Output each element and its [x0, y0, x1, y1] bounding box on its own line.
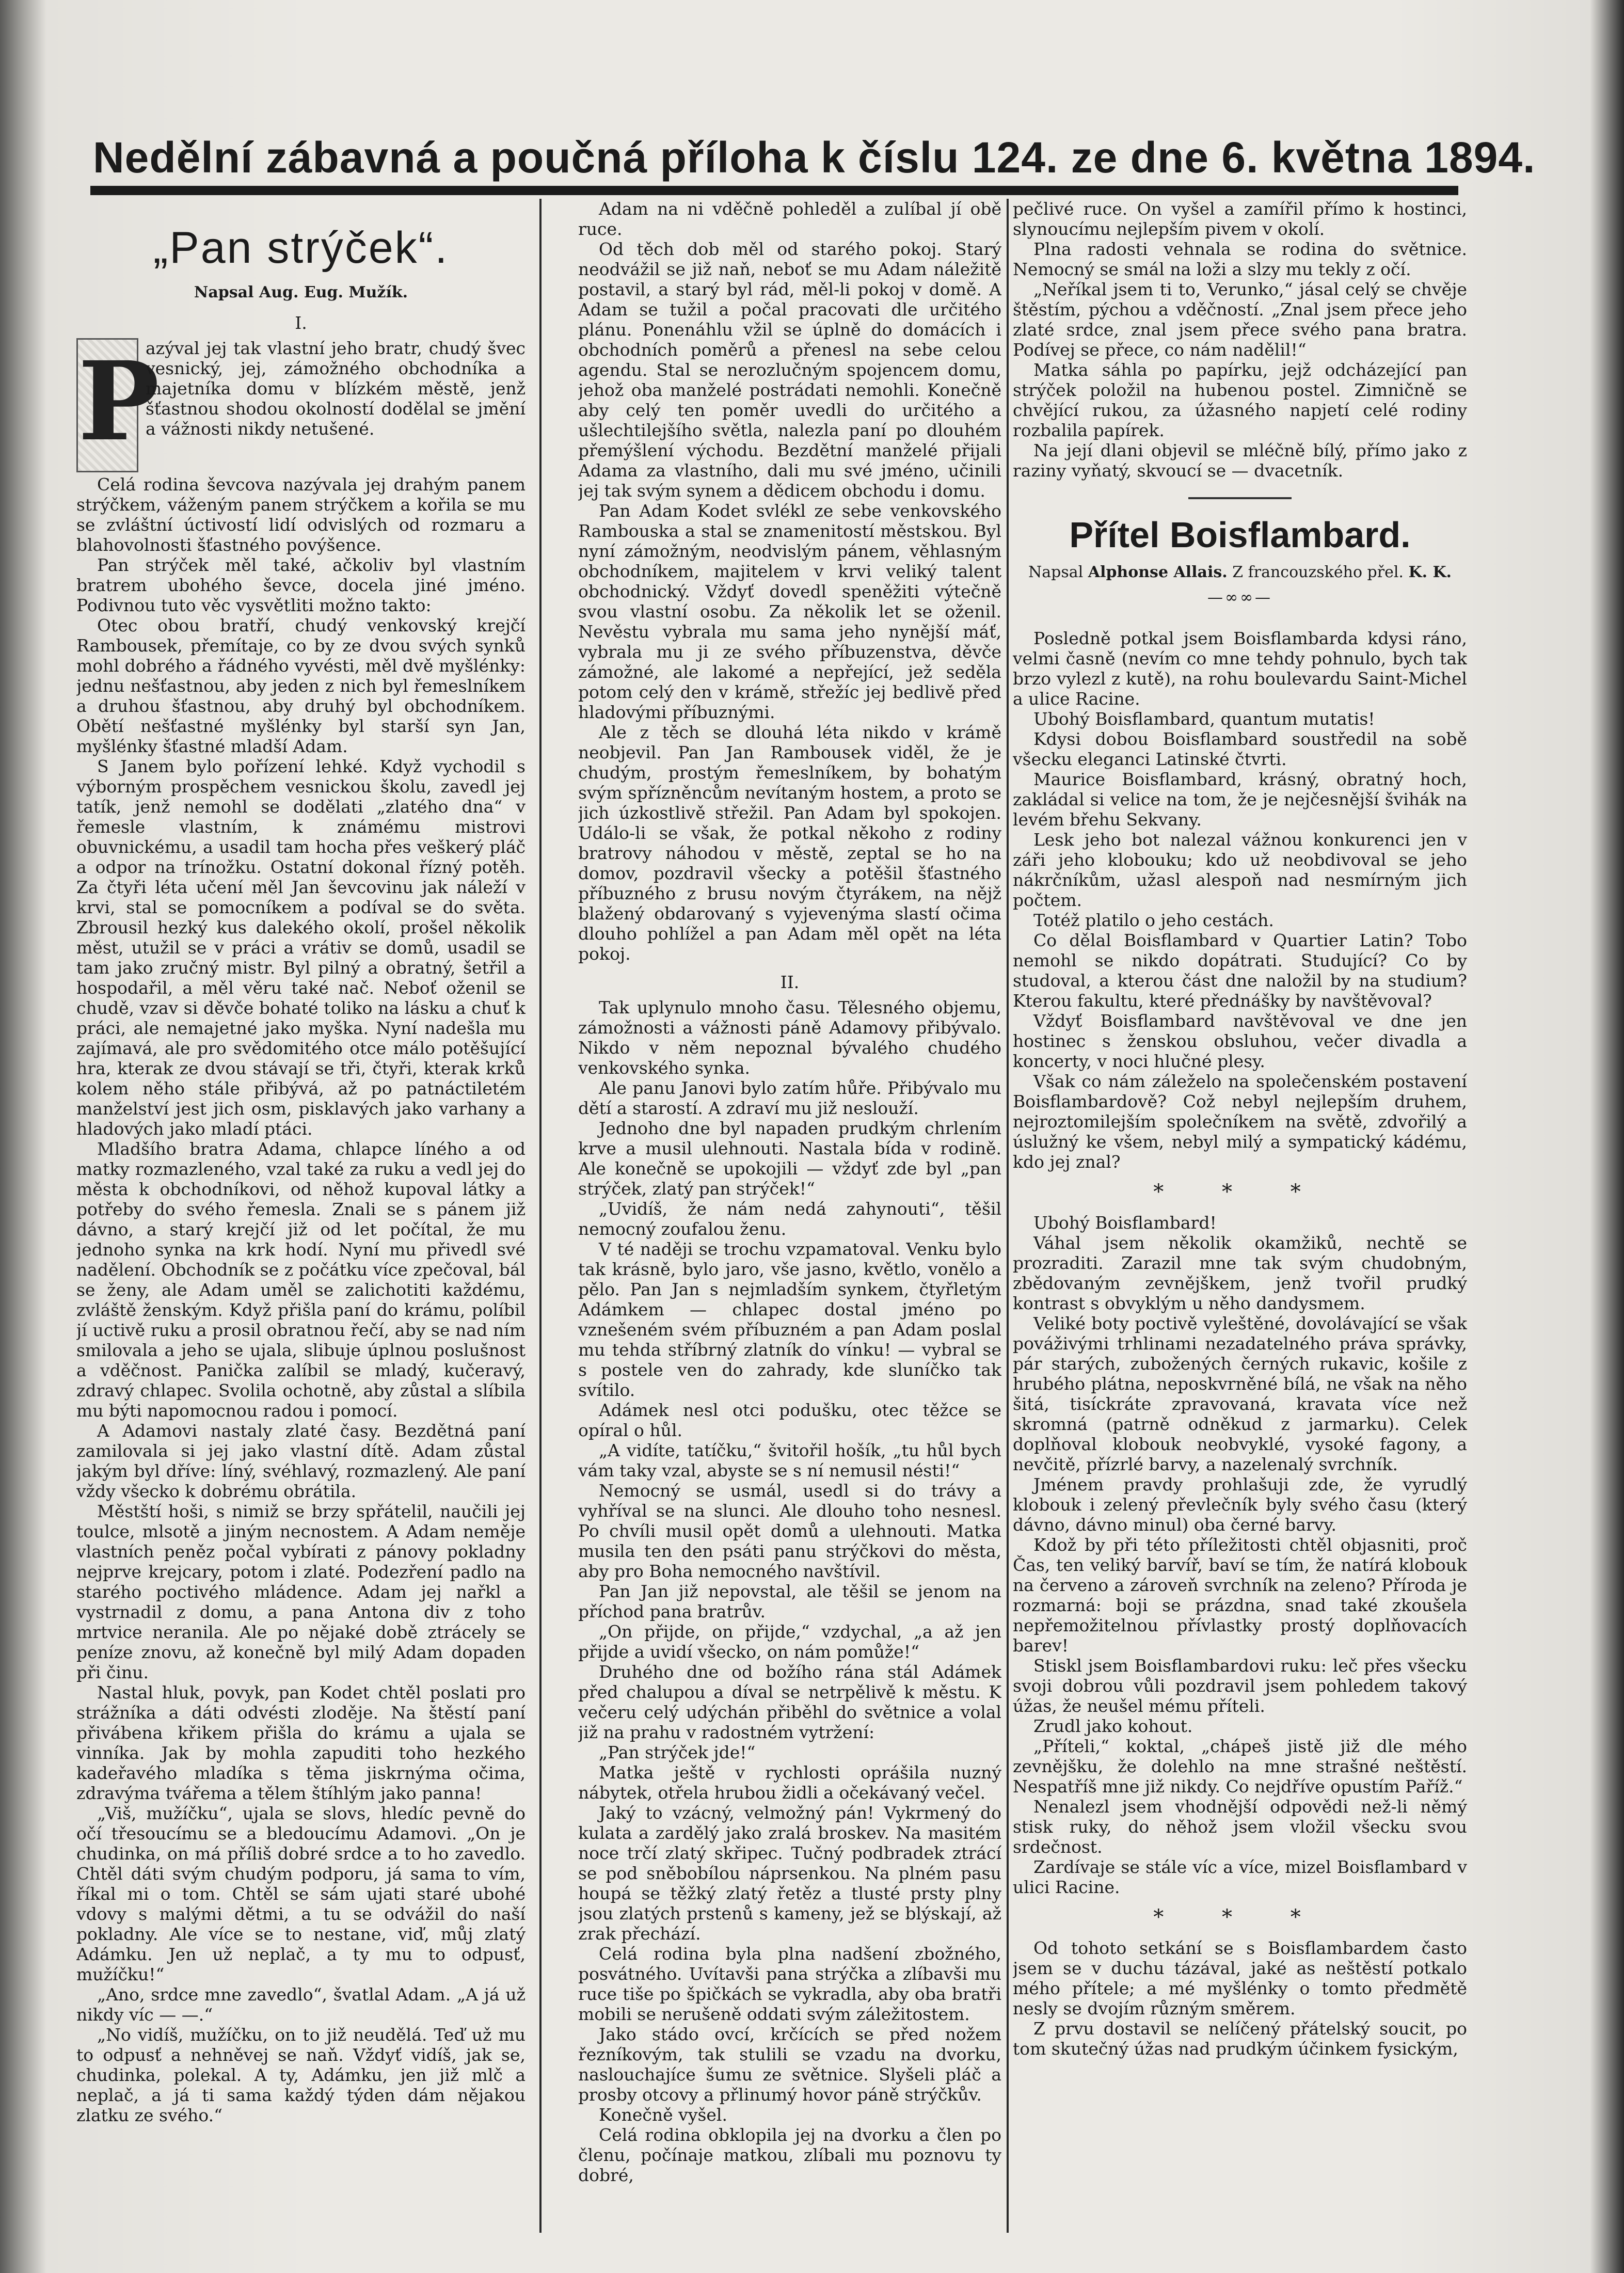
byline-lead: Napsal [1028, 563, 1084, 581]
paragraph: Co dělal Boisflambard v Quartier Latin? Tobo nemohl se nikdo dopátrati. Studující? Co by studoval, a kterou část dne naložil by na studium? Kterou fakultu, které přednášky by navštěvoval? [1013, 930, 1467, 1011]
paragraph: Pan Jan již nepovstal, ale těšil se jenom na příchod pana bratrův. [578, 1581, 1001, 1622]
paragraph: Celá rodina byla plna nadšení zbožného, posvátného. Uvítavši pana strýčka a zlíbavši mu ruce tiše po špičkách se vykradla, aby oba bratři mobili se nerušeně oddati svým záležitostem. [578, 1944, 1001, 2024]
story2-title: Přítel Boisflambard. [1069, 515, 1411, 555]
paragraph: Tak uplynulo mnoho času. Tělesného objemu, zámožnosti a vážnosti páně Adamovy přibývalo. Nikdo v něm nepoznal bývalého chudého venkovského synka. [578, 997, 1001, 1078]
paragraph: Ubohý Boisflambard, quantum mutatis! [1033, 709, 1375, 729]
paragraph: Zrudl jako kohout. [1033, 1716, 1193, 1736]
chapter-heading: I. [295, 313, 307, 333]
paragraph: V té naději se trochu vzpamatoval. Venku bylo tak krásně, bylo jaro, vše jasno, květlo, vonělo a pělo. Pan Jan s nejmladším synkem, čtyřletým Adámkem — chlapec dostal jméno po vznešeném svém příbuzném a pan Adam poslal mu tehda stříbrný zlatník do vínku! — vybral se s postele ven do zahrady, kde sluníčko tak svítilo. [578, 1239, 1001, 1400]
paragraph: Veliké boty poctivě vyleštěné, dovolávající se však pováživými trhlinami nezadatelného práva správky, pár starých, zubožených černých rukavic, košile z hrubého plátna, neposkvrněné bílá, ne však na něho šitá, tisíckráte zpravovaná, kravata více než skromná (patrně odněkud z jarmarku). Celek doplňoval klobouk neobvyklé, vysoké fagony, a nevčitě, přízrlé barvy, a nazelenalý svrchník. [1013, 1313, 1467, 1474]
paragraph: Pan Adam Kodet svlékl ze sebe venkovského Rambouska a stal se znamenitostí městskou. Byl nyní zámožným, neodvislým pánem, věhlasným obchodníkem, majitelem v krvi veliký talent obchodnický. Vždyť dovedl speněžiti výtečně svou vlastní osobu. Za několik let se oženil. Nevěstu vybrala mu sama jeho nynější máť, vybrala mu ji ze svého příbuzenstva, děvče zámožné, ale lakomé a nepřející, jež seděla potom celý den v krámě, střežíc jej bedlivě před hladovými příbuznými. [578, 501, 1001, 722]
paragraph: „A vidíte, tatíčku,“ švitořil hošík, „tu hůl bych vám taky vzal, abyste se s ní nemusil nésti!“ [578, 1440, 1001, 1481]
paragraph: Matka ještě v rychlosti oprášila nuzný nábytek, otřela hrubou židli a očekávaný večel. [578, 1762, 1001, 1803]
paragraph: S Janem bylo pořízení lehké. Když vychodil s výborným prospěchem vesnickou školu, zavedl jej tatík, jenž nemohl se dodělati „zlatého dna“ v řemesle vlastním, k známému mistrovi obuvnickému, a usadil tam hocha přes veškerý pláč a odpor na trínožku. Ostatní dokonal řízný potěh. Za čtyři léta učení měl Jan ševcovinu jak náleží v krvi, stal se pomocníkem a podíval se do světa. Zbrousil hezký kus dalekého okolí, prošel několik měst, utužil se v práci a vrátiv se domů, usadil se tam jako zručný mistr. Byl pilný a obratný, šetřil a hospodařil, a měl věru také nač. Neboť oženil se chudě, vzav si děvče bohaté toliko na lásku a chuť k práci, ale nemajetné jako myška. Nyní nadešla mu zajímavá, ale pro svědomitého otce málo potěšující hra, kterak ze dvou stávají se tři, čtyři, kterak krků kolem něho stále přibývá, až po patnáctiletém manželství jest jich osm, pisklavých jako varhany a hladových jako mladí ptáci. [76, 756, 526, 1139]
paragraph: „Příteli,“ koktal, „chápeš jistě již dle mého zevnějšku, že dolehlo na mne strašné neštěstí. Nespatříš mne již nikdy. Co nejdříve opustím Paříž.“ [1013, 1736, 1467, 1797]
story2-byline [1013, 562, 1467, 582]
paragraph: Ubohý Boisflambard! [1033, 1213, 1217, 1233]
paragraph: Od tohoto setkání se s Boisflambardem často jsem se v duchu tázával, jaké as neštěstí potkalo mého přítele; a mé myšlénky o tomto předmětě nesly se dvojím různým směrem. [1013, 1938, 1467, 2018]
paragraph: Adam na ni vděčně pohleděl a zulíbal jí obě ruce. [578, 199, 1001, 239]
paragraph: Celá rodina obklopila jej na dvorku a člen po členu, počínaje matkou, zlíbali mu poznovu ty dobré, [578, 2125, 1001, 2185]
paragraph: Zardívaje se stále víc a více, mizel Boisflambard v ulici Racine. [1013, 1857, 1467, 1897]
column-3 [1013, 199, 1467, 2233]
byline-translator: K. K. [1408, 563, 1452, 581]
paragraph: Maurice Boisflambard, krásný, obratný hoch, zakládal si velice na tom, že je nejčesnější švihák na levém břehu Sekvany. [1013, 769, 1467, 830]
paragraph: Jako stádo ovcí, krčících se před nožem řezníkovým, tak stulili se vzadu na dvorku, naslouchajíce šumu ze světnice. Slyšeli pláč a prosby otcovy a přlinumý hovor páně strýčkův. [578, 2024, 1001, 2105]
paragraph: Vždyť Boisflambard navštěvoval ve dne jen hostinec s ženskou obsluhou, večer divadla a koncerty, v noci hlučné plesy. [1013, 1011, 1467, 1071]
paragraph: „Ano, srdce mne zavedlo“, švatlal Adam. „A já už nikdy víc — —.“ [76, 1984, 526, 2025]
paragraph: „Pan strýček jde!“ [599, 1742, 756, 1762]
paragraph: Však co nám záleželo na společenském postavení Boisflambardově? Což nebyl nejlepším druhem, nejroztomilejším společníkem na světě, zdvořilý a úslužný ke všem, nebyl milý a sympatický kádému, kdo jej znal? [1013, 1071, 1467, 1172]
paragraph: Z prvu dostavil se nelíčený přátelský soucit, po tom skutečný úžas nad prudkým účinkem fysickým, [1013, 2018, 1467, 2059]
paragraph: „No vidíš, mužíčku, on to již neudělá. Teď už mu to odpusť a nehněvej se naň. Vždyť vidíš, jak se, chudinka, polekal. A ty, Adámku, jen již mlč a neplač, a já ti sama každý týden dám nějakou zlatku ze svého.“ [76, 2025, 526, 2125]
column-2 [578, 199, 1001, 2233]
paragraph: Ale panu Janovi bylo zatím hůře. Přibývalo mu dětí a starostí. A zdraví mu již neslouží. [578, 1078, 1001, 1118]
paragraph: Kdož by při této příležitosti chtěl objasniti, proč Čas, ten veliký barvíř, baví se tím, že natírá klobouk na červeno a zároveň svrchník na zeleno? Příroda je rozmarná: boji se prázdna, snad také zkoušela nepřemožitelnou přívlastky prostý doplňovacích barev! [1013, 1535, 1467, 1656]
story-byline: Napsal Aug. Eug. Mužík. [194, 283, 408, 301]
paragraph: Mladšího bratra Adama, chlapce líného a od matky rozmazleného, vzal také za ruku a vedl jej do města k obchodníkovi, od něhož kupoval látky a potřeby do svého řemesla. Znali se s pánem již dávno, a starý krejčí již od let počítal, že mu jednoho synka na krk hodí. Nyní mu přivedl své nadělení. Obchodník se z počátku více zpečoval, bál se ženy, ale Adam uměl se zalichotiti každému, zvláště ženským. Když přišla paní do krámu, políbil jí uctivě ruku a prosil obratnou řečí, aby se nad ním smilovala a jeho se ujala, slibuje úplnou poslušnost a vděčnost. Panička zalíbil se mladý, kučeravý, zdravý chlapec. Svolila ochotně, aby zůstal a slíbila mu býti napomocnou radou i pomocí. [76, 1139, 526, 1421]
paragraph: „Uvidíš, že nám nedá zahynouti“, těšil nemocný zoufalou ženu. [578, 1199, 1001, 1239]
paragraph: Pan strýček měl také, ačkoliv byl vlastním bratrem ubohého ševce, docela jiné jméno. Podivnou tuto věc vysvětliti možno takto: [76, 555, 526, 615]
paragraph: Váhal jsem několik okamžiků, nechtě se prozraditi. Zarazil mne tak svým chudobným, zbědovaným zevnějškem, jenž tvořil prudký kontrast s obvyklým u něho dandysmem. [1013, 1233, 1467, 1313]
dropcap-initial: P [76, 338, 138, 472]
paragraph: Kdysi dobou Boisflambard soustředil na sobě všecku eleganci Latinské čtvrti. [1013, 729, 1467, 769]
paragraph: „Viš, mužíčku“, ujala se slovs, hledíc pevně do očí třesoucímu se a bledoucímu Adamovi. „On je chudinka, on má příliš dobré srdce a to ho zavedlo. Chtěl dáti svým chudým podporu, já sama to vím, říkal mi o tom. Chtěl se sám ujati staré ubohé vdovy s malými dětmi, a tu se odvážil do naší pokladny. Ale více se to nestane, viď, můj zlatý Adámku. Jen už neplač, a ty mu to odpusť, mužíčku!“ [76, 1803, 526, 1984]
paragraph: Druhého dne od božího rána stál Adámek před chalupou a díval se netrpělivě k městu. K večeru celý udýchán přiběhl do světnice a volal již na prahu v radostném vytržení: [578, 1662, 1001, 1742]
paragraph: Otec obou bratří, chudý venkovský krejčí Rambousek, přemítaje, co by ze dvou svých synků mohl dobrého a řádného vyvésti, měl dvě myšlénky: jednu nešťastnou, aby jeden z nich byl řemeslníkem a druhou šťastnou, aby druhý byl obchodníkem. Obětí nešťastné myšlénky byl starší syn Jan, myšlénky šťastné mladší Adam. [76, 615, 526, 756]
paragraph: „Neříkal jsem ti to, Verunko,“ jásal celý se chvěje štěstím, pýchou a vděčností. „Znal jsem přece jeho zlaté srdce, znal jsem přece svého pana bratra. Podívej se přece, co nám nadělil!“ [1013, 279, 1467, 360]
paragraph: Jménem pravdy prohlašuji zde, že vyrudlý klobouk i zelený převlečník byly svého času (který dávno, dávno minul) oba černé barvy. [1013, 1474, 1467, 1535]
paragraph: Posledně potkal jsem Boisflambarda kdysi ráno, velmi časně (nevím co mne tehdy pohnulo, bych tak brzo vylezl z kutě), na rohu boulevardu Saint-Michel a ulice Racine. [1013, 628, 1467, 709]
opening-paragraph [76, 338, 526, 472]
byline-rest: Z francouzského přel. [1232, 563, 1404, 581]
paragraph: Nemocný se usmál, usedl si do trávy a vyhříval se na slunci. Ale dlouho toho nesnesl. Po chvíli musil opět domů a ulehnouti. Matka musila ten den psáti panu strýčkovi do města, aby pro Boha nemocného navštívil. [578, 1481, 1001, 1581]
paragraph: Ale z těch se dlouhá léta nikdo v krámě neobjevil. Pan Jan Rambousek viděl, že je chudým, prostým řemeslníkem, by bohatým svým spřízněncům nevítaným hostem, a proto se jich úzkostlivě střežil. Pan Adam byl spokojen. Událo-li se však, že potkal někoho z rodiny bratrovy náhodou v městě, zeptal se ho na domov, pozdravil všecky a potěšil šťastného příbuzného z brusu novým čtyrákem, na nějž blažený obdarovaný s vyjevenýma slastí očima dlouho pohlížel a pan Adam měl opět na léta pokoj. [578, 722, 1001, 964]
paragraph: Matka sáhla po papírku, jejž odcházející pan strýček položil na hubenou postel. Zimničně se chvějící rukou, za úžasného napjetí celé rodiny rozbalila papírek. [1013, 360, 1467, 440]
paragraph: Jaký to vzácný, velmožný pán! Vykrmený do kulata a zardělý jako zralá broskev. Na masitém noce trčí zlatý skřipec. Tučný podbradek ztrácí se pod sněbobílou náprsenkou. Na plném pasu houpá se těžký zlatý řetěz a tlusté prsty plny jsou zlatých prstenů s kameny, jež se blýskají, až zrak přechází. [578, 1803, 1001, 1944]
column-divider-2 [1007, 199, 1009, 2233]
column-divider-1 [539, 199, 542, 2233]
paragraph: Na její dlani objevil se mléčně bílý, přímo jako z raziny vyňatý, skvoucí se — dvacetník. [1013, 440, 1467, 481]
paragraph: Od těch dob měl od starého pokoj. Starý neodvážil se již naň, neboť se mu Adam náležitě postavil, a starý byl rád, měl-li pokoj v domě. A Adam se tužil a počal pracovati dle určitého plánu. Ponenáhlu vžil se úplně do domácích i obchodních poměrů a přenesl na sebe celou agendu. Stal se nerozlučným spojencem domu, jehož oba manželé postrádati nemohli. Konečně aby celý ten poměr uvedli do určitého a ušlechtilejšího světla, nalezla paní po dlouhém přemýšlení východu. Bezdětní manželé přijali Adama za vlastního, dali mu své jméno, učinili jej tak svým synem a dědicem obchodu i domu. [578, 239, 1001, 501]
section-separator [1188, 497, 1292, 499]
paragraph: Adámek nesl otci podušku, otec těžce se opíral o hůl. [578, 1400, 1001, 1440]
column-1 [76, 199, 526, 2233]
paragraph: Celá rodina ševcova nazývala jej drahým panem strýčkem, váženým panem strýčkem a kořila se mu se zvláštní úctivostí lidí odvislých od rozmaru a blahovolnosti šťastného povýšence. [76, 474, 526, 555]
paragraph: „On přijde, on přijde,“ vzdychal, „a až jen přijde a uvidí všecko, on nám pomůže!“ [578, 1622, 1001, 1662]
ornament-divider: —∞∞— [1207, 589, 1272, 607]
masthead-rule [90, 186, 1458, 195]
paragraph: A Adamovi nastaly zlaté časy. Bezdětná paní zamilovala si jej jako vlastní dítě. Adam zůstal jakým byl dříve: líný, svéhlavý, rozmazlený. Ale paní vždy všecko k dobrému obrátila. [76, 1421, 526, 1501]
paragraph: pečlivé ruce. On vyšel a zamířil přímo k hostinci, slynoucímu nejlepším pivem v okolí. [1013, 199, 1467, 239]
paragraph: Totéž platilo o jeho cestách. [1033, 910, 1274, 930]
paragraph: Stiskl jsem Boisflambardovi ruku: leč přes všecku svoji dobrou vůli pozdravil jsem pohledem takový úžas, že neušel mému příteli. [1013, 1656, 1467, 1716]
byline-author: Alphonse Allais. [1088, 563, 1228, 581]
stars-divider: * * * [1153, 1905, 1327, 1929]
paragraph: Nastal hluk, povyk, pan Kodet chtěl poslati pro strážníka a dáti odvésti zloděje. Na štěstí paní přivábena křikem přišla do krámu a ujala se vinníka. Jak by mohla zapuditi toho hezkého kadeřavého mladíka s těma jiskrnýma očima, zdravýma tvářema a tělem štíhlým jako panna! [76, 1682, 526, 1803]
story-title: „Pan strýček“. [153, 223, 449, 273]
masthead-title: Nedělní zábavná a poučná příloha k číslu 124. ze dne 6. května 1894. [93, 133, 1536, 182]
paragraph: Konečně vyšel. [599, 2105, 727, 2125]
stars-divider: * * * [1153, 1180, 1327, 1204]
paragraph: azýval jej tak vlastní jeho bratr, chudý švec vesnický, jej, zámožného obchodníka a majetníka domu v blízkém městě, jenž šťastnou shodou okolností dodělal se jmění a vážnosti nikdy netušené. [146, 338, 526, 439]
paragraph: Lesk jeho bot nalezal vážnou konkurenci jen v záři jeho klobouku; kdo už neobdivoval se jeho nákrčníkům, užasl alespoň nad nesmírným jich počtem. [1013, 830, 1467, 910]
paragraph: Městští hoši, s nimiž se brzy spřátelil, naučili jej toulce, mlsotě a jiným necnostem. A Adam neměje vlastních peněz počal vybírati z pánovy pokladny nejprve krejcary, potom i zlaté. Podezření padlo na starého poctivého mládence. Adam jej nařkl a vystrnadil z domu, a pana Antona div z toho mrtvice neranila. Ale po nějaké době ztrácely se peníze znovu, až konečně byl milý Adam dopaden při činu. [76, 1501, 526, 1682]
paragraph: Plna radosti vehnala se rodina do světnice. Nemocný se smál na loži a slzy mu tekly z očí. [1013, 239, 1467, 279]
paragraph: Jednoho dne byl napaden prudkým chrlením krve a musil ulehnouti. Nastala bída v rodině. Ale konečně se upokojili — vždyť zde byl „pan strýček, zlatý pan strýček!“ [578, 1118, 1001, 1199]
chapter-heading: II. [780, 972, 800, 992]
paragraph: Nenalezl jsem vhodnější odpovědi než-li němý stisk ruky, do něhož jsem vložil všecku svou srdečnost. [1013, 1797, 1467, 1857]
